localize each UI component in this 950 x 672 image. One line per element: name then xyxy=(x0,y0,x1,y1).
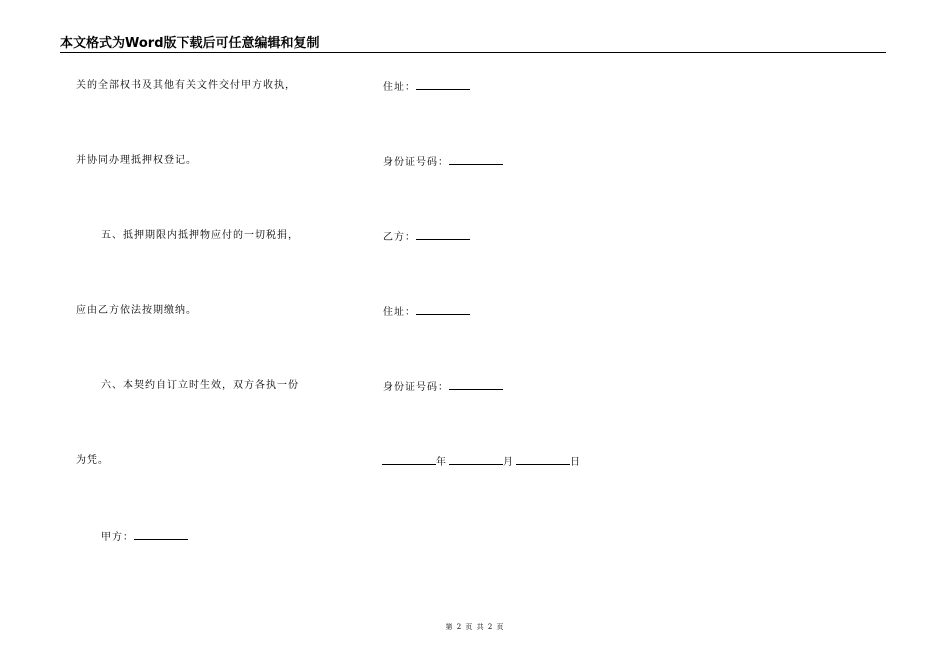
address-field-2 xyxy=(383,304,470,320)
id-number-field-1 xyxy=(383,154,503,170)
day-blank xyxy=(516,454,570,465)
left-line-1: 关的全部权书及其他有关文件交付甲方收执， xyxy=(76,80,296,91)
left-line-4: 应由乙方依法按期缴纳。 xyxy=(76,305,197,316)
id-number-label-2: 身份证号码： xyxy=(383,382,449,393)
left-line-5: 六、本契约自订立时生效，双方各执一份 xyxy=(101,380,299,391)
id-number-field-2 xyxy=(383,379,503,395)
id-number-blank-1 xyxy=(449,154,503,165)
address-blank-1 xyxy=(416,79,470,90)
address-label-1: 住址： xyxy=(383,82,416,93)
year-label: 年 xyxy=(436,457,446,468)
page-number: 第 2 页 共 2 页 xyxy=(445,623,505,631)
address-field-1 xyxy=(383,79,470,95)
document-header xyxy=(60,35,886,53)
date-field xyxy=(382,454,580,470)
address-label-2: 住址： xyxy=(383,307,416,318)
party-a-blank xyxy=(134,529,188,540)
id-number-label-1: 身份证号码： xyxy=(383,157,449,168)
party-b-label: 乙方： xyxy=(383,232,416,243)
header-title: 本文格式为Word版下载后可任意编辑和复制 xyxy=(60,36,320,51)
party-b-blank xyxy=(416,229,470,240)
day-label: 日 xyxy=(570,457,580,468)
year-blank xyxy=(382,454,436,465)
month-blank xyxy=(449,454,503,465)
party-a-label: 甲方： xyxy=(101,532,134,543)
address-blank-2 xyxy=(416,304,470,315)
left-line-2: 并协同办理抵押权登记。 xyxy=(76,155,197,166)
id-number-blank-2 xyxy=(449,379,503,390)
header-divider xyxy=(60,52,886,53)
month-label: 月 xyxy=(503,457,513,468)
page-footer xyxy=(0,622,950,632)
party-a-field xyxy=(101,529,188,545)
party-b-field xyxy=(383,229,470,245)
left-line-3: 五、抵押期限内抵押物应付的一切税捐， xyxy=(101,230,299,241)
left-line-6: 为凭。 xyxy=(76,455,109,466)
